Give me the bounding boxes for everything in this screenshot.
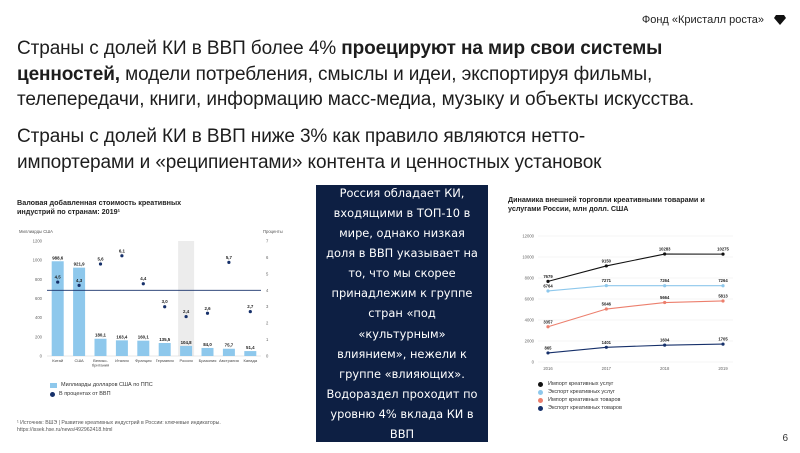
tick-label: 2000 [524, 338, 534, 344]
pct-dot [163, 305, 166, 308]
intro-paragraph-1 [17, 36, 717, 113]
bar-label: 84,0 [203, 341, 212, 347]
category-label: Италия [115, 358, 129, 363]
bar [180, 346, 192, 356]
pct-dot [227, 261, 230, 264]
callout-text: Россия обладает КИ, входящими в ТОП-10 в мире, однако низкая доля в ВВП указывает на то, что мы скорее принадлежим к группе стран «под «культурным» влиянием», нежели к группе «влияющих». Водораздел проходит по уровню 4% вклада КИ в ВВП [326, 185, 478, 442]
pct-label: 2,4 [183, 309, 190, 315]
bar-label: 135,5 [159, 337, 171, 343]
category-label: США [74, 358, 84, 363]
legend-label: Импорт креативных услуг [548, 381, 614, 387]
data-label: 10275 [717, 246, 729, 252]
legend-swatch [50, 392, 55, 397]
data-label: 7271 [601, 278, 611, 284]
tick-label: 1000 [32, 257, 42, 263]
series-point [721, 284, 724, 287]
bar-label: 104,8 [180, 339, 192, 345]
legend-label: Экспорт креативных товаров [548, 405, 622, 411]
tick-label: 0 [266, 353, 269, 359]
pct-label: 4,5 [54, 274, 61, 280]
page-number: 6 [782, 433, 788, 444]
category-label: Германия [155, 358, 174, 363]
pct-dot [99, 262, 102, 265]
intro-bold-text: проецируют на мир свои системы ценностей, [17, 38, 663, 85]
data-label: 865 [544, 345, 552, 351]
axis-label: Проценты [263, 229, 283, 234]
series-point [605, 284, 608, 287]
legend-item [538, 380, 622, 388]
series-line [548, 301, 723, 327]
legend-label: Экспорт креативных услуг [548, 389, 615, 395]
pct-label: 2,6 [204, 305, 211, 311]
category-label: Канада [243, 358, 258, 363]
category-label: Китай [52, 358, 64, 363]
x-tick-label: 2018 [660, 366, 670, 371]
legend-swatch [538, 390, 543, 395]
pct-dot [120, 254, 123, 257]
legend-swatch [538, 406, 543, 411]
x-tick-label: 2017 [601, 366, 611, 371]
right-chart-title: Динамика внешней торговли креативными товарами и услугами России, млн долл. США [508, 195, 705, 213]
data-label: 5046 [601, 301, 611, 307]
pct-dot [185, 315, 188, 318]
tick-label: 0 [531, 359, 534, 365]
series-line [548, 344, 723, 353]
series-point [546, 351, 549, 354]
left-chart-legend [50, 381, 153, 399]
tick-label: 200 [35, 334, 42, 340]
tick-label: 10000 [522, 254, 534, 260]
tick-label: 600 [35, 296, 42, 301]
bar [95, 339, 107, 356]
legend-swatch [538, 398, 543, 403]
intro-paragraph-2: Страны с долей КИ в ВВП ниже 3% как правило являются нетто-импортерами и «реципиентами» контента и ценностных установок [17, 126, 602, 173]
data-label: 1401 [601, 339, 611, 345]
bar-label: 988,6 [52, 255, 64, 261]
category-label: Франция [135, 358, 152, 363]
series-point [546, 325, 549, 328]
gva-bar-chart [17, 225, 287, 400]
left-chart-title: Валовая добавленная стоимость креативных индустрий по странам: 2019¹ [17, 198, 182, 216]
tick-label: 8000 [524, 275, 534, 281]
pct-label: 6,1 [118, 248, 125, 254]
legend-item [50, 381, 153, 390]
pct-label: 4,3 [76, 277, 83, 283]
series-point [663, 301, 666, 304]
series-point [605, 264, 608, 267]
series-point [721, 299, 724, 302]
pct-label: 4,4 [140, 276, 147, 282]
tick-label: 3 [266, 304, 269, 310]
right-chart-legend [538, 380, 622, 412]
data-label: 7264 [718, 278, 728, 284]
series-point [663, 344, 666, 347]
tick-label: 7 [266, 238, 269, 244]
data-label: 7264 [660, 278, 670, 284]
pct-dot [142, 282, 145, 285]
bar-label: 75,7 [224, 342, 234, 348]
legend-item [538, 404, 622, 412]
pct-dot [206, 312, 209, 315]
x-tick-label: 2016 [543, 366, 553, 371]
bar-label: 180,1 [95, 332, 106, 338]
category-label: Австралия [219, 358, 239, 363]
pct-dot [249, 310, 252, 313]
bar [116, 340, 128, 356]
tick-label: 5 [266, 271, 269, 277]
data-label: 5813 [718, 293, 728, 299]
axis-label: Миллиарды США [19, 229, 53, 234]
tick-label: 1200 [32, 238, 42, 244]
pct-label: 2,7 [247, 304, 254, 310]
brand [642, 14, 786, 26]
data-label: 7679 [543, 273, 553, 279]
legend-item [538, 396, 622, 404]
legend-label: Импорт креативных товаров [548, 397, 621, 403]
tick-label: 0 [39, 353, 42, 359]
intro-text: модели потребления, смыслы и идеи, экспортируя фильмы, телепередачи, книги, информацию масс-медиа, музыку и объекты искусства. [17, 63, 695, 110]
data-label: 9150 [601, 258, 611, 264]
category-label: Велико-британия [91, 358, 110, 368]
highlight-band [178, 241, 194, 356]
bar-label: 921,9 [73, 261, 85, 267]
data-label: 1604 [660, 337, 670, 343]
pct-label: 5,7 [225, 254, 232, 260]
trade-line-chart [508, 228, 753, 376]
legend-item [50, 390, 153, 399]
bar-label: 160,1 [137, 334, 149, 340]
series-line [548, 286, 723, 291]
bar [223, 349, 235, 356]
legend-label: В процентах от ВВП [59, 391, 111, 397]
series-point [546, 289, 549, 292]
tick-label: 800 [35, 276, 42, 282]
tick-label: 4000 [524, 317, 534, 323]
bar [244, 351, 256, 356]
data-label: 10283 [658, 246, 671, 252]
tick-label: 6 [266, 254, 269, 260]
pct-dot [78, 284, 81, 287]
legend-item [538, 388, 622, 396]
tick-label: 6000 [524, 296, 534, 302]
data-label: 1705 [718, 336, 728, 342]
diamond-icon [774, 15, 786, 25]
series-point [663, 252, 666, 255]
tick-label: 4 [266, 287, 269, 293]
bar-label: 163,4 [116, 334, 128, 340]
series-point [605, 307, 608, 310]
series-point [663, 284, 666, 287]
tick-label: 1 [266, 337, 269, 343]
bar [202, 348, 214, 356]
data-label: 3357 [543, 319, 553, 325]
category-label: Россия [179, 358, 193, 363]
series-point [721, 253, 724, 256]
bar-label: 51,4 [246, 345, 255, 351]
data-label: 5664 [660, 295, 670, 301]
source-footnote: ¹ Источник: ВШЭ | Развитие креативных индустрий в России: ключевые индикаторы. https://issek.hse.ru/news/492962418.html [17, 420, 221, 433]
series-point [605, 346, 608, 349]
pct-label: 3,0 [161, 299, 168, 305]
category-label: Бразилия [198, 358, 217, 363]
brand-name: Фонд «Кристалл роста» [641, 14, 764, 26]
bar [137, 341, 149, 356]
intro-text: Страны с долей КИ в ВВП более 4% [17, 38, 342, 59]
x-tick-label: 2019 [718, 366, 728, 371]
series-point [721, 342, 724, 345]
legend-swatch [538, 382, 543, 387]
pct-dot [56, 280, 59, 283]
tick-label: 2 [266, 320, 269, 326]
data-label: 6764 [543, 283, 553, 289]
tick-label: 400 [35, 315, 42, 321]
legend-label: Миллиарды долларов США по ППС [61, 382, 153, 388]
callout-box [316, 185, 488, 442]
legend-swatch [50, 383, 57, 388]
pct-label: 5,6 [97, 256, 104, 262]
bar [159, 343, 171, 356]
tick-label: 12000 [522, 233, 534, 239]
